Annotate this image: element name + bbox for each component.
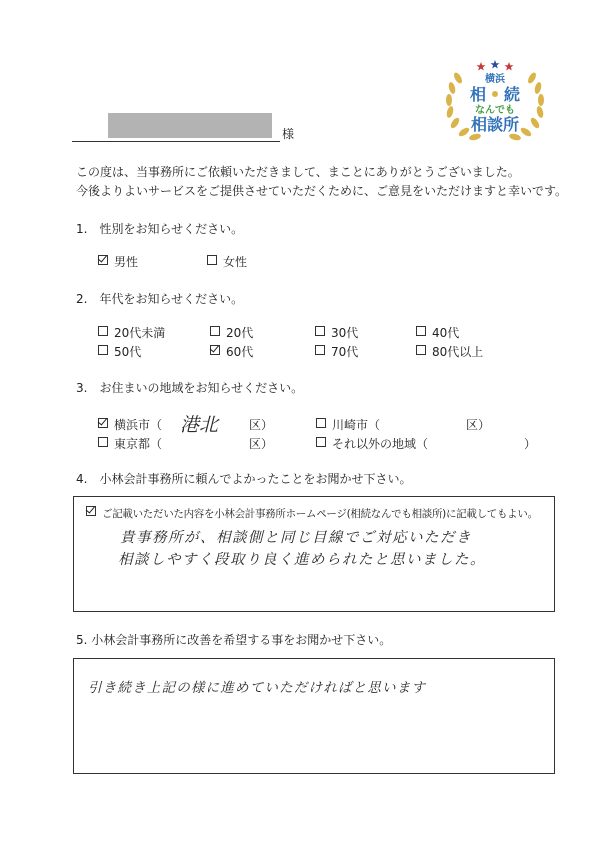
q2-title: 2. 年代をお知らせください。: [76, 292, 244, 306]
q3-option-tokyo[interactable]: 東京都（: [98, 437, 162, 451]
logo-line2-left: 相: [469, 85, 487, 104]
q5-handwritten-line1: 引き続き上記の様に進めていただければと思います: [88, 680, 427, 696]
firm-logo: [440, 58, 550, 142]
q3-yokohama-ward-handwritten: 港北: [180, 414, 219, 436]
q3-option-other[interactable]: それ以外の地域（: [316, 437, 428, 451]
q4-title: 4. 小林会計事務所に頼んでよかったことをお聞かせ下さい。: [76, 472, 412, 486]
q3-option-kawasaki[interactable]: 川崎市（: [316, 418, 380, 432]
checkbox-icon[interactable]: [315, 345, 325, 355]
q2-option[interactable]: 80代以上: [416, 345, 483, 359]
recipient-name-underline: [72, 141, 280, 142]
checkbox-icon[interactable]: [207, 255, 217, 265]
checkbox-checked-icon[interactable]: [210, 345, 220, 355]
q5-title: 5. 小林会計事務所に改善を希望する事をお聞かせ下さい。: [76, 633, 392, 647]
logo-dot-icon: [492, 91, 498, 97]
q3-option-yokohama[interactable]: 横浜市（: [98, 418, 162, 432]
logo-line2-right: 続: [503, 85, 521, 104]
q1-option-male[interactable]: 男性: [98, 255, 138, 269]
q3-yokohama-ward-suffix: 区）: [249, 418, 274, 432]
intro-line2: 今後よりよいサービスをご提供させていただくために、ご意見をいただけますと幸いです。: [76, 184, 568, 198]
q4-consent[interactable]: ご記載いただいた内容を小林会計事務所ホームページ(相続なんでも相談所)に記載してもよい。: [86, 507, 538, 521]
q2-option-selected[interactable]: 60代: [210, 345, 253, 359]
checkbox-checked-icon[interactable]: [98, 418, 108, 428]
star-icon: [477, 62, 486, 71]
intro-line1: この度は、当事務所にご依頼いただきまして、まことにありがとうございました。: [76, 165, 520, 179]
q4-handwritten-line2: 相談しやすく段取り良く進められたと思いました。: [118, 552, 486, 568]
logo-line4: 相談所: [470, 115, 520, 134]
honorific: 様: [282, 127, 295, 141]
recipient-name-redacted: [108, 113, 272, 138]
q2-option[interactable]: 40代: [416, 326, 459, 340]
q2-option[interactable]: 50代: [98, 345, 141, 359]
logo-line1: 横浜: [485, 74, 505, 85]
q3-tokyo-ward-suffix: 区）: [249, 437, 274, 451]
q2-option[interactable]: 20代未満: [98, 326, 165, 340]
checkbox-icon[interactable]: [98, 437, 108, 447]
q3-kawasaki-ward-suffix: 区）: [466, 418, 491, 432]
q1-title: 1. 性別をお知らせください。: [76, 222, 244, 236]
q2-option[interactable]: 70代: [315, 345, 358, 359]
star-icon: [505, 62, 514, 71]
q3-title: 3. お住まいの地域をお知らせください。: [76, 381, 304, 395]
checkbox-checked-icon[interactable]: [98, 255, 108, 265]
star-icon: [491, 60, 500, 69]
checkbox-icon[interactable]: [98, 345, 108, 355]
checkbox-icon[interactable]: [316, 418, 326, 428]
checkbox-icon[interactable]: [316, 437, 326, 447]
q4-handwritten-line1: 貴事務所が、相談側と同じ目線でご対応いただき: [120, 530, 472, 546]
checkbox-icon[interactable]: [210, 326, 220, 336]
checkbox-checked-icon[interactable]: [86, 506, 96, 516]
checkbox-icon[interactable]: [416, 345, 426, 355]
checkbox-icon[interactable]: [416, 326, 426, 336]
q2-option[interactable]: 30代: [315, 326, 358, 340]
logo-line3: なんでも: [475, 105, 515, 116]
q3-other-close: ）: [524, 437, 537, 451]
checkbox-icon[interactable]: [315, 326, 325, 336]
checkbox-icon[interactable]: [98, 326, 108, 336]
q2-option[interactable]: 20代: [210, 326, 253, 340]
q1-option-female[interactable]: 女性: [207, 255, 247, 269]
